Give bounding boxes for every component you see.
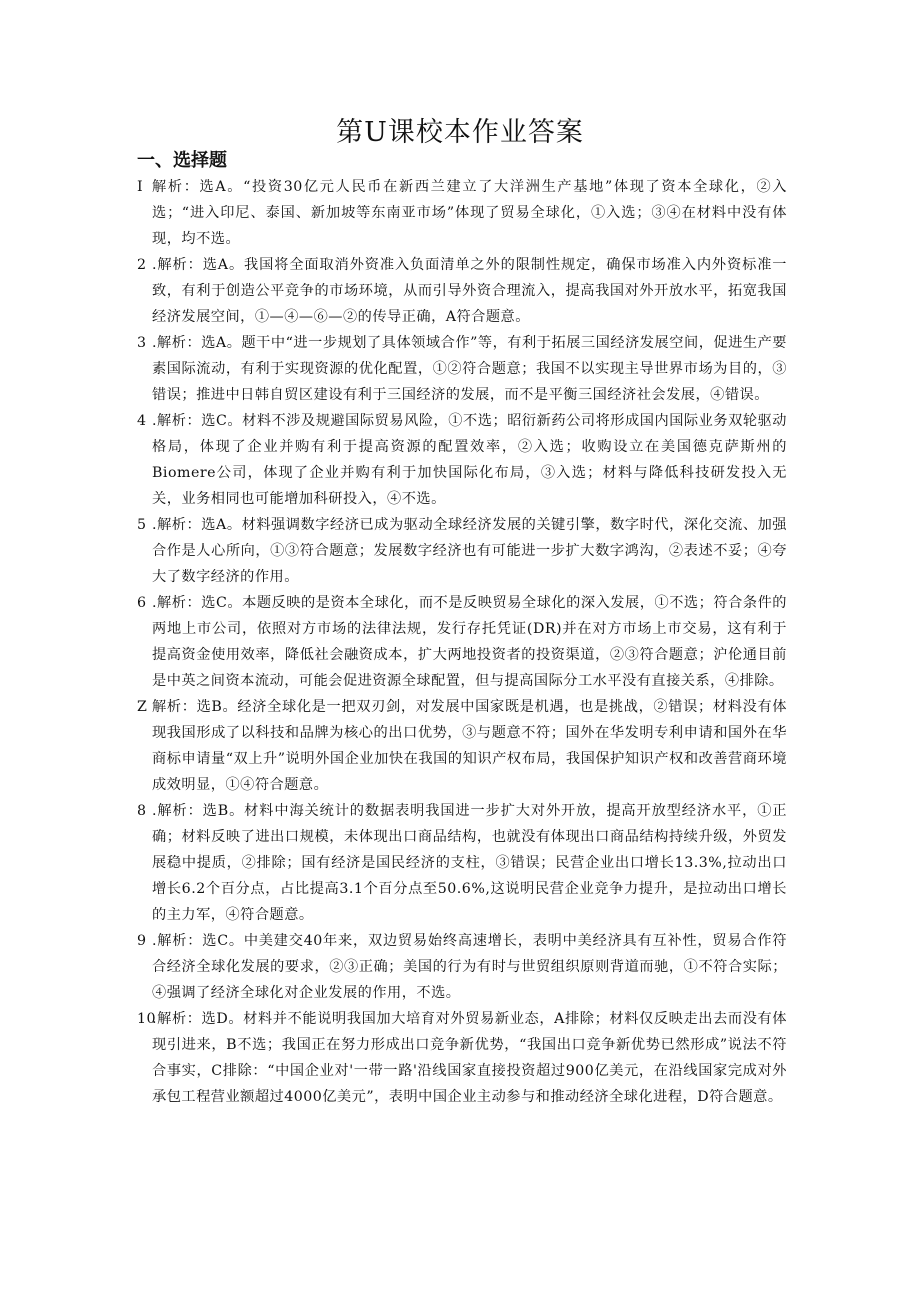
item-text: 解析：选B。经济全球化是一把双刃剑，对发展中国家既是机遇，也是挑战，②错误；材料没有体现我国形成了以科技和品牌为核心的出口优势，③与题意不符；国外在华发明专利申请和国外在华商标申请量“双上升”说明外国企业加快在我国的知识产权布局，我国保护知识产权和改善营商环境成效明显，①④符合题意。: [152, 699, 787, 793]
item-text: .解析：选D。材料并不能说明我国加大培育对外贸易新业态，A排除；材料仅反映走出去而没有体现引进来，B不选；我国正在努力形成出口竞争新优势，“我国出口竞争新优势已然形成”说法不符合事实，C排除：“中国企业对'一带一路'沿线国家直接投资超过900亿美元，在沿线国家完成对外承包工程营业额超过4000亿美元”，表明中国企业主动参与和推动经济全球化进程，D符合题意。: [152, 1011, 787, 1105]
item-number: 2: [137, 257, 147, 273]
item-number: 3: [137, 335, 147, 351]
item-text: .解析：选C。中美建交40年来，双边贸易始终高速增长，表明中美经济具有互补性，贸易合作符合经济全球化发展的要求，②③正确；美国的行为有时与世贸组织原则背道而驰，①不符合实际；④强调了经济全球化对企业发展的作用，不选。: [152, 933, 787, 1001]
answer-item: [137, 408, 787, 512]
answer-list: [137, 174, 787, 1110]
item-number: 9: [137, 933, 147, 949]
item-number: Z: [137, 699, 148, 715]
answer-item: [137, 252, 787, 330]
item-text: 解析：选A。“投资30亿元人民币在新西兰建立了大洋洲生产基地”体现了资本全球化，②入选；“进入印尼、泰国、新加坡等东南亚市场”体现了贸易全球化，①入选；③④在材料中没有体现，均不选。: [152, 179, 787, 247]
item-text: .解析：选C。材料不涉及规避国际贸易风险，①不选；昭衍新药公司将形成国内国际业务双轮驱动格局，体现了企业并购有利于提高资源的配置效率，②入选；收购设立在美国德克萨斯州的Biomere公司，体现了企业并购有利于加快国际化布局，③入选；材料与降低科技研发投入无关，业务相同也可能增加科研投入，④不选。: [152, 413, 787, 507]
answer-item: [137, 330, 787, 408]
answer-item: [137, 928, 787, 1006]
answer-item: [137, 798, 787, 928]
answer-item: [137, 1006, 787, 1110]
item-text: .解析：选C。本题反映的是资本全球化，而不是反映贸易全球化的深入发展，①不选；符合条件的两地上市公司，依照对方市场的法律法规，发行存托凭证(DR)并在对方市场上市交易，这有利于提高资金使用效率，降低社会融资成本，扩大两地投资者的投资渠道，②③符合题意；沪伦通目前是中英之间资本流动，可能会促进资源全球配置，但与提高国际分工水平没有直接关系，④排除。: [152, 595, 787, 689]
answer-item: [137, 590, 787, 694]
item-number: 4: [137, 413, 147, 429]
item-number: 8: [137, 803, 147, 819]
section-heading: 一、选择题: [137, 150, 227, 171]
page-title: 第U课校本作业答案: [336, 117, 584, 148]
item-text: .解析：选A。材料强调数字经济已成为驱动全球经济发展的关键引擎，数字时代，深化交流、加强合作是人心所向，①③符合题意；发展数字经济也有可能进一步扩大数字鸿沟，②表述不妥；④夸大了数字经济的作用。: [152, 517, 787, 585]
item-number: 5: [137, 517, 147, 533]
item-number: I: [137, 179, 144, 195]
item-number: 6: [137, 595, 147, 611]
answer-item: [137, 512, 787, 590]
answer-item: [137, 694, 787, 798]
item-text: .解析：选A。我国将全面取消外资准入负面清单之外的限制性规定，确保市场准入内外资标准一致，有利于创造公平竞争的市场环境，从而引导外资合理流入，提高我国对外开放水平，拓宽我国经济发展空间，①—④—⑥—②的传导正确，A符合题意。: [152, 257, 787, 325]
item-text: .解析：选B。材料中海关统计的数据表明我国进一步扩大对外开放，提高开放型经济水平，①正确；材料反映了进出口规模，未体现出口商品结构，也就没有体现出口商品结构持续升级，外贸发展稳中提质，②排除；国有经济是国民经济的支柱，③错误；民营企业出口增长13.3%,拉动出口增长6.2个百分点，占比提高3.1个百分点至50.6%,这说明民营企业竞争力提升，是拉动出口增长的主力军，④符合题意。: [152, 803, 787, 923]
item-number: 10: [137, 1011, 157, 1027]
answer-item: [137, 174, 787, 252]
item-text: .解析：选A。题干中“进一步规划了具体领域合作”等，有利于拓展三国经济发展空间，促进生产要素国际流动，有利于实现资源的优化配置，①②符合题意；我国不以实现主导世界市场为目的，③错误；推进中日韩自贸区建设有利于三国经济的发展，而不是平衡三国经济社会发展，④错误。: [152, 335, 787, 403]
